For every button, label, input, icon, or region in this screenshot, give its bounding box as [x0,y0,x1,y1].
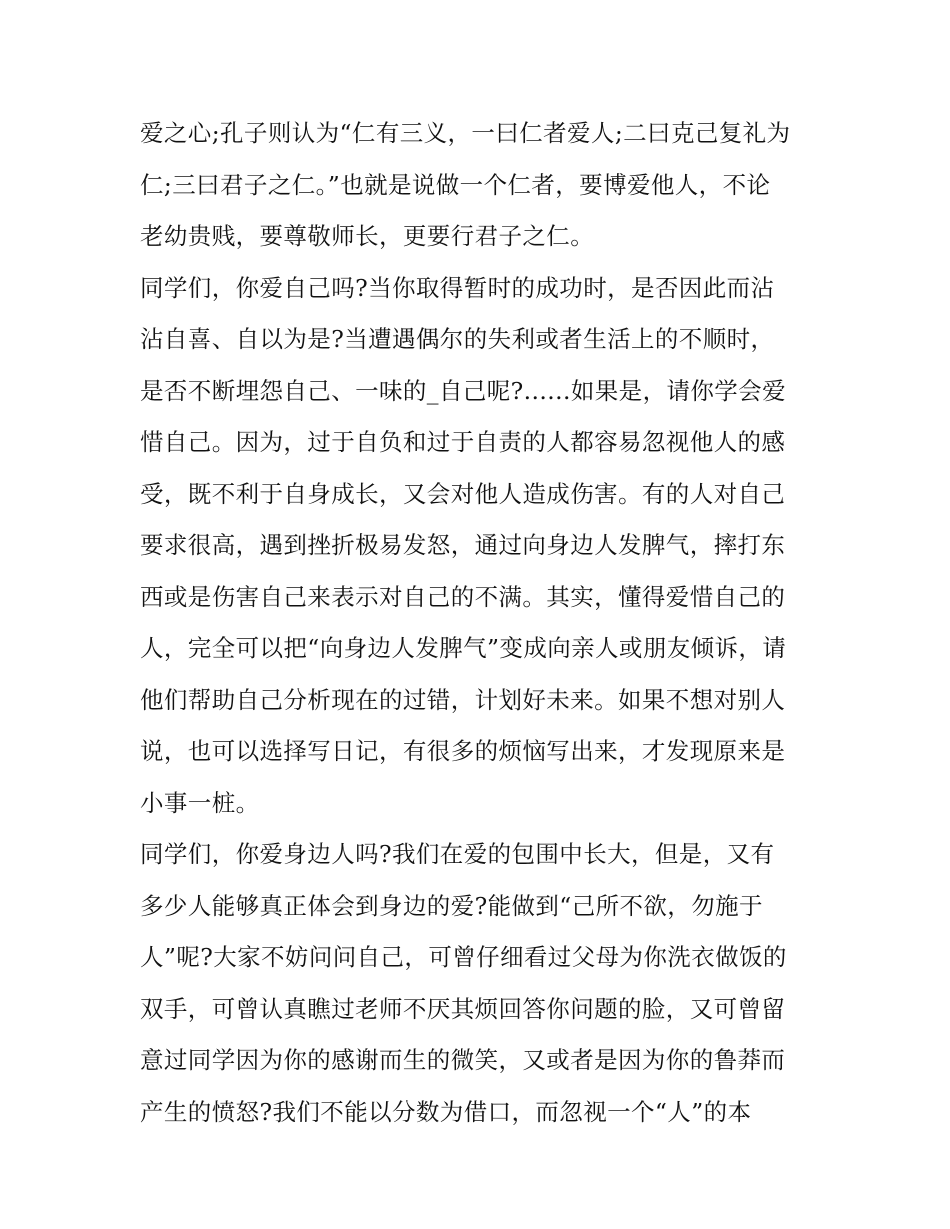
text-line: 仁;三曰君子之仁。”也就是说做一个仁者，要博爱他人，不论 [140,170,771,199]
text-line: 惜自己。因为，过于自负和过于自责的人都容易忽视他人的感 [140,428,786,456]
text-line: 人”呢?大家不妨问问自己，可曾仔细看过父母为你洗衣做饭的 [140,943,787,971]
text-line: 受，既不利于自身成长，又会对他人造成伤害。有的人对自己 [140,479,786,508]
text-line: 多少人能够真正体会到身边的爱?能做到“己所不欲，勿施于 [140,891,763,920]
text-line: 是否不断埋怨自己、一味的_自己呢?......如果是，请你学会爱 [140,376,786,405]
text-line: 爱之心;孔子则认为“仁有三义，一曰仁者爱人;二曰克己复礼为 [140,119,791,147]
text-line: 人，完全可以把“向身边人发脾气”变成向亲人或朋友倾诉，请 [140,634,787,662]
text-line: 要求很高，遇到挫折极易发怒，通过向身边人发脾气，摔打东 [140,531,786,559]
text-line: 双手，可曾认真瞧过老师不厌其烦回答你问题的脸，又可曾留 [140,994,786,1023]
text-line: 同学们，你爱自己吗?当你取得暂时的成功时，是否因此而沾 [140,273,775,302]
text-line: 小事一桩。 [140,788,260,817]
text-line: 同学们，你爱身边人吗?我们在爱的包围中长大，但是，又有 [140,840,775,868]
body-text [140,108,810,1138]
text-line: 产生的愤怒?我们不能以分数为借口，而忽视一个“人”的本 [140,1097,752,1126]
text-line: 他们帮助自己分析现在的过错，计划好未来。如果不想对别人 [140,685,786,714]
text-line: 说，也可以选择写日记，有很多的烦恼写出来，才发现原来是 [140,737,786,765]
text-line: 老幼贵贱，要尊敬师长，更要行君子之仁。 [140,222,595,250]
text-line: 西或是伤害自己来表示对自己的不满。其实，懂得爱惜自己的 [140,582,786,611]
text-line: 意过同学因为你的感谢而生的微笑，又或者是因为你的鲁莽而 [140,1046,786,1074]
text-line: 沾自喜、自以为是?当遭遇偶尔的失利或者生活上的不顺时， [140,325,775,353]
